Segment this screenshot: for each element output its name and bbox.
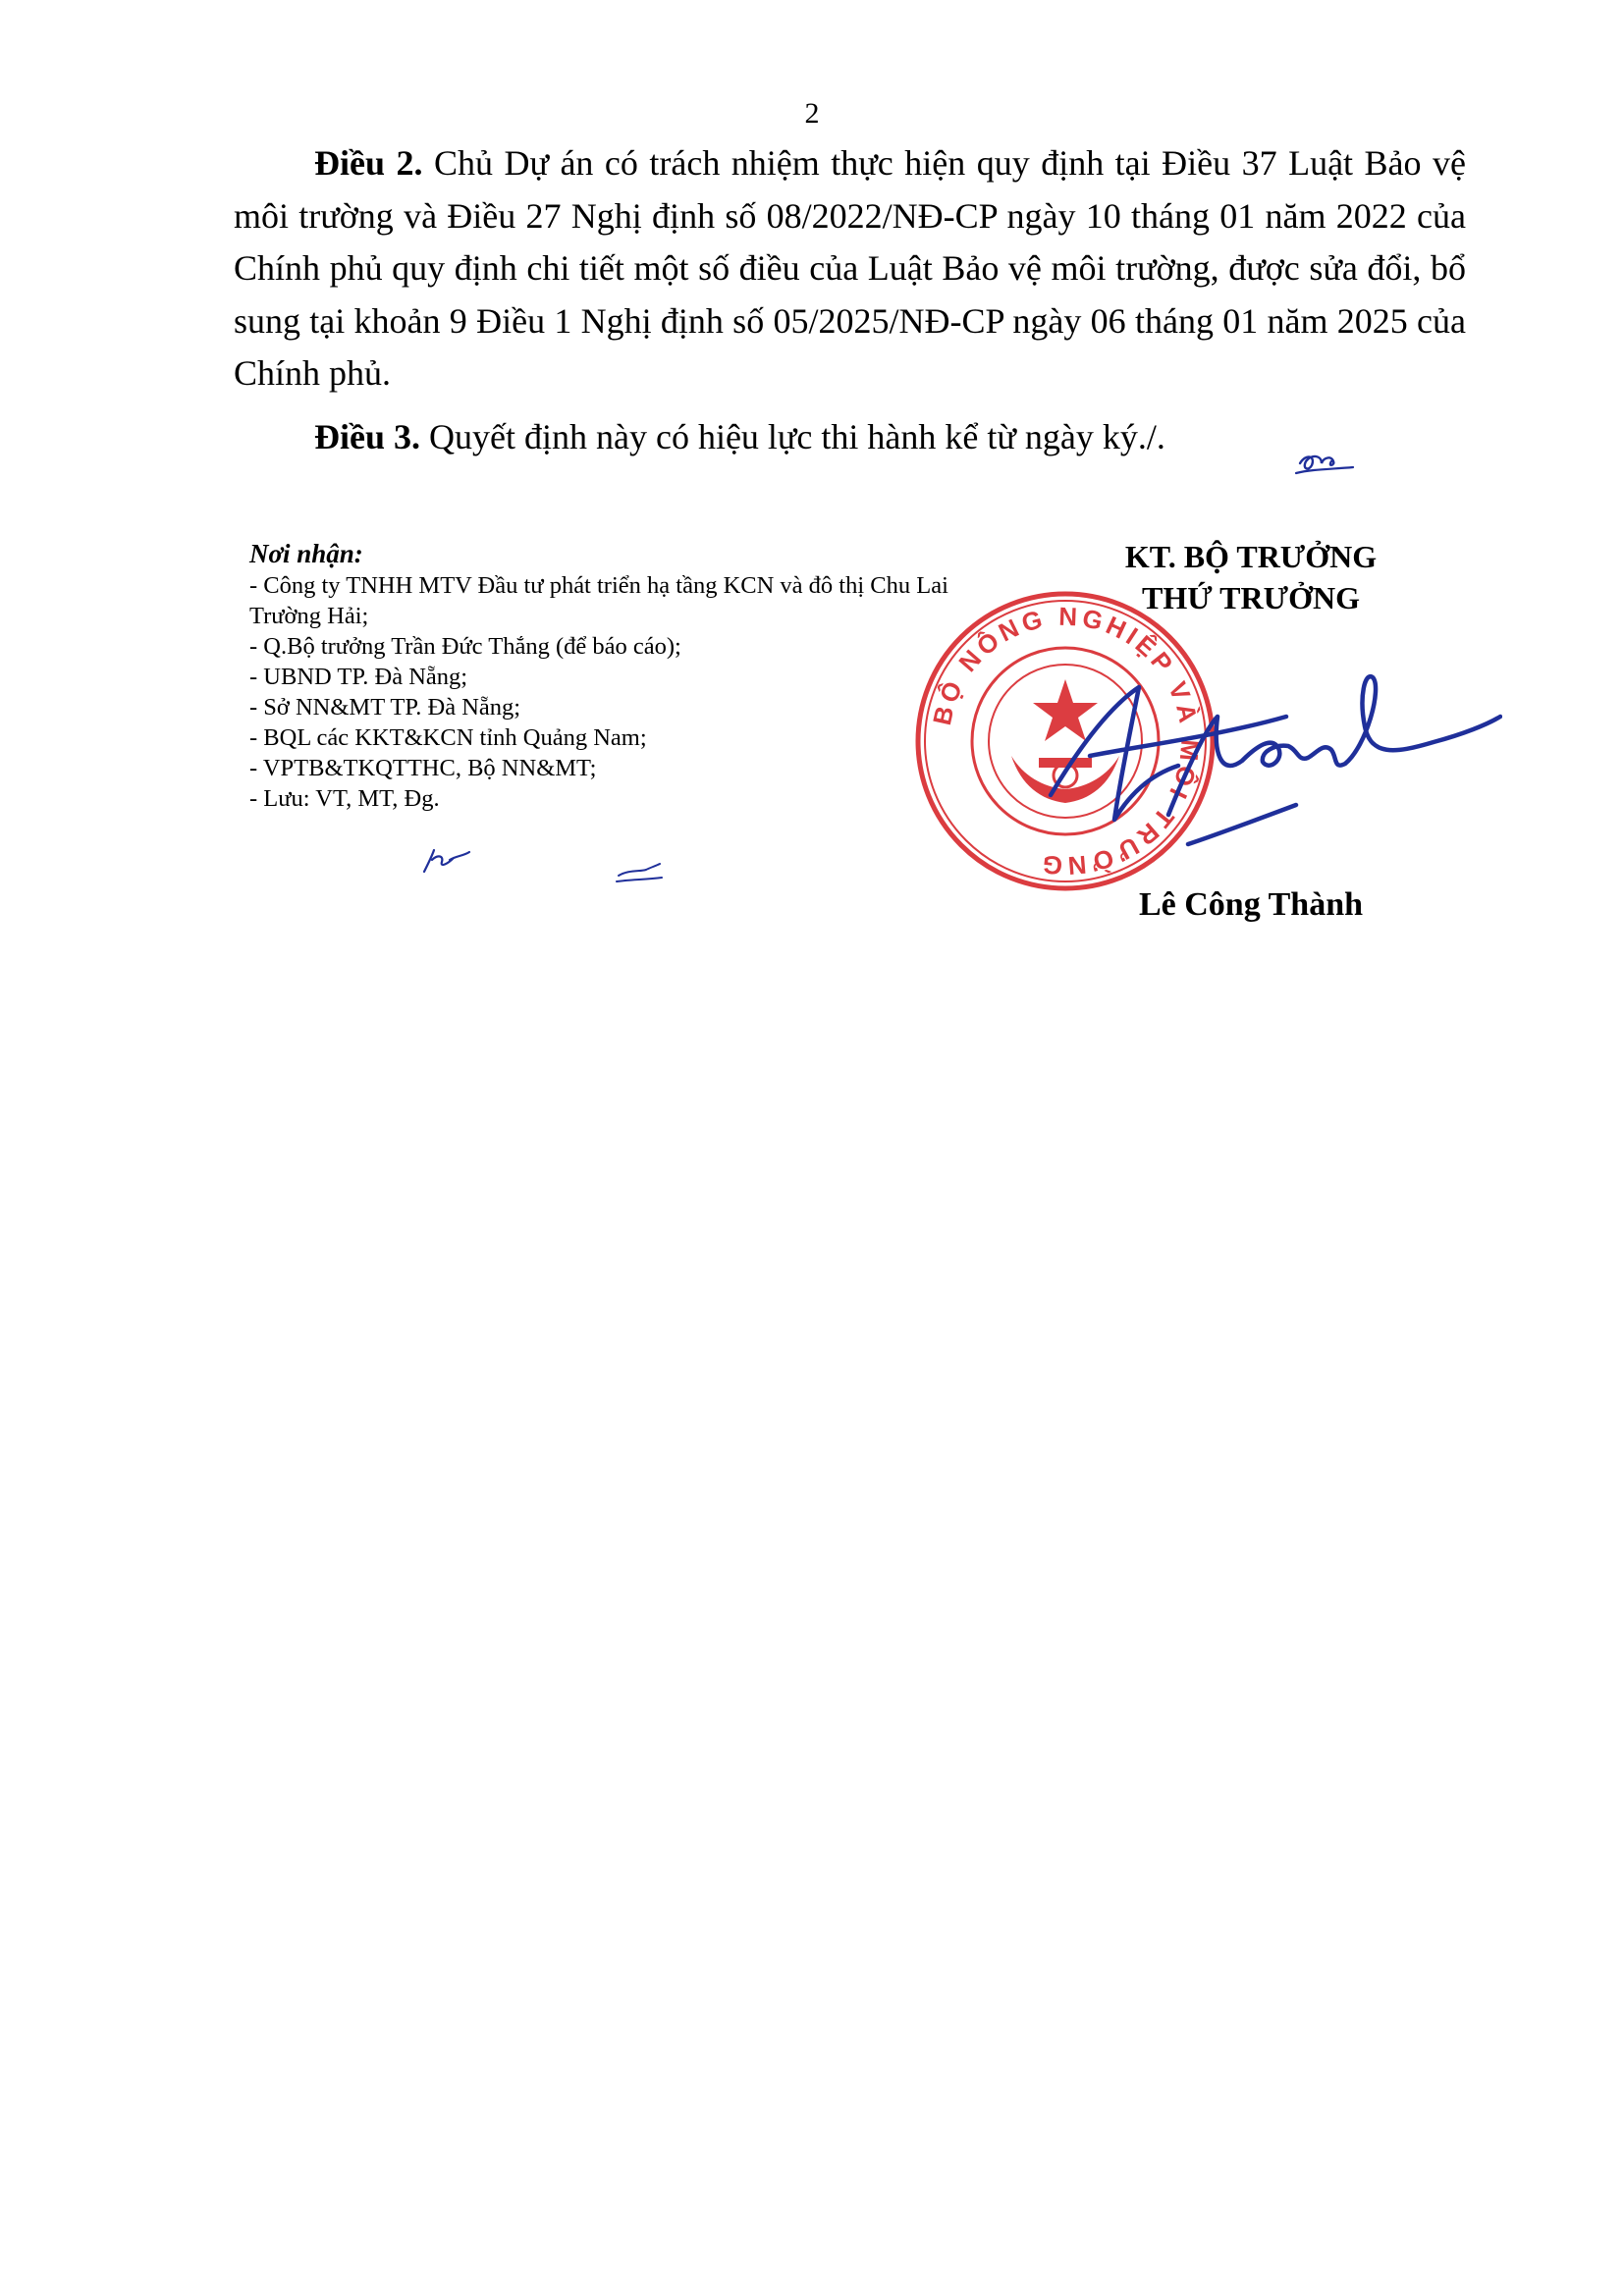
signer-name: Lê Công Thành — [1138, 886, 1364, 923]
recipient-item: - VPTB&TKQTTHC, Bộ NN&MT; — [249, 755, 597, 781]
recipient-item: - BQL các KKT&KCN tỉnh Quảng Nam; — [249, 724, 647, 751]
article-text: Quyết định này có hiệu lực thi hành kể từ ngày ký./. — [420, 416, 1165, 456]
recipients-title: Nơi nhận: — [249, 539, 363, 568]
svg-text:BỘ NÔNG NGHIỆP VÀ MÔI TRƯỜNG: BỘ NÔNG NGHIỆP VÀ MÔI TRƯỜNG — [926, 601, 1206, 881]
signature-title: KT. BỘ TRƯỞNG — [1124, 539, 1378, 574]
article-label: Điều 3. — [314, 416, 420, 456]
signature-subtitle: THỨ TRƯỞNG — [1142, 580, 1360, 615]
recipient-item: - Lưu: VT, MT, Đg. — [249, 785, 440, 812]
initials-mark — [1292, 450, 1359, 479]
article-3 — [234, 411, 1466, 464]
article-2 — [234, 137, 1466, 400]
recipients-block — [249, 538, 1015, 814]
recipient-item: - Sở NN&MT TP. Đà Nẵng; — [249, 694, 521, 721]
recipients-list — [249, 570, 1015, 814]
article-body — [234, 137, 1466, 464]
page-number: 2 — [804, 97, 820, 130]
initials-mark — [613, 862, 666, 887]
recipient-item: - Q.Bộ trưởng Trần Đức Thắng (để báo cáo); — [249, 633, 681, 660]
article-label: Điều 2. — [314, 143, 423, 183]
recipient-item: - UBND TP. Đà Nẵng; — [249, 664, 468, 690]
article-text: Chủ Dự án có trách nhiệm thực hiện quy định tại Điều 37 Luật Bảo vệ môi trường và Điều 27 Nghị định số 08/2022/NĐ-CP ngày 10 tháng 01 năm 2022 của Chính phủ quy định chi tiết một số điều của Luật Bảo vệ môi trường, được sửa đổi, bổ sung tại khoản 9 Điều 1 Nghị định số 05/2025/NĐ-CP ngày 06 tháng 01 năm 2025 của Chính phủ. — [234, 143, 1466, 394]
handwritten-signature — [1021, 648, 1502, 854]
initials-mark — [414, 842, 473, 876]
recipient-item: - Công ty TNHH MTV Đầu tư phát triển hạ tầng KCN và đô thị Chu Lai Trường Hải; — [249, 572, 948, 629]
